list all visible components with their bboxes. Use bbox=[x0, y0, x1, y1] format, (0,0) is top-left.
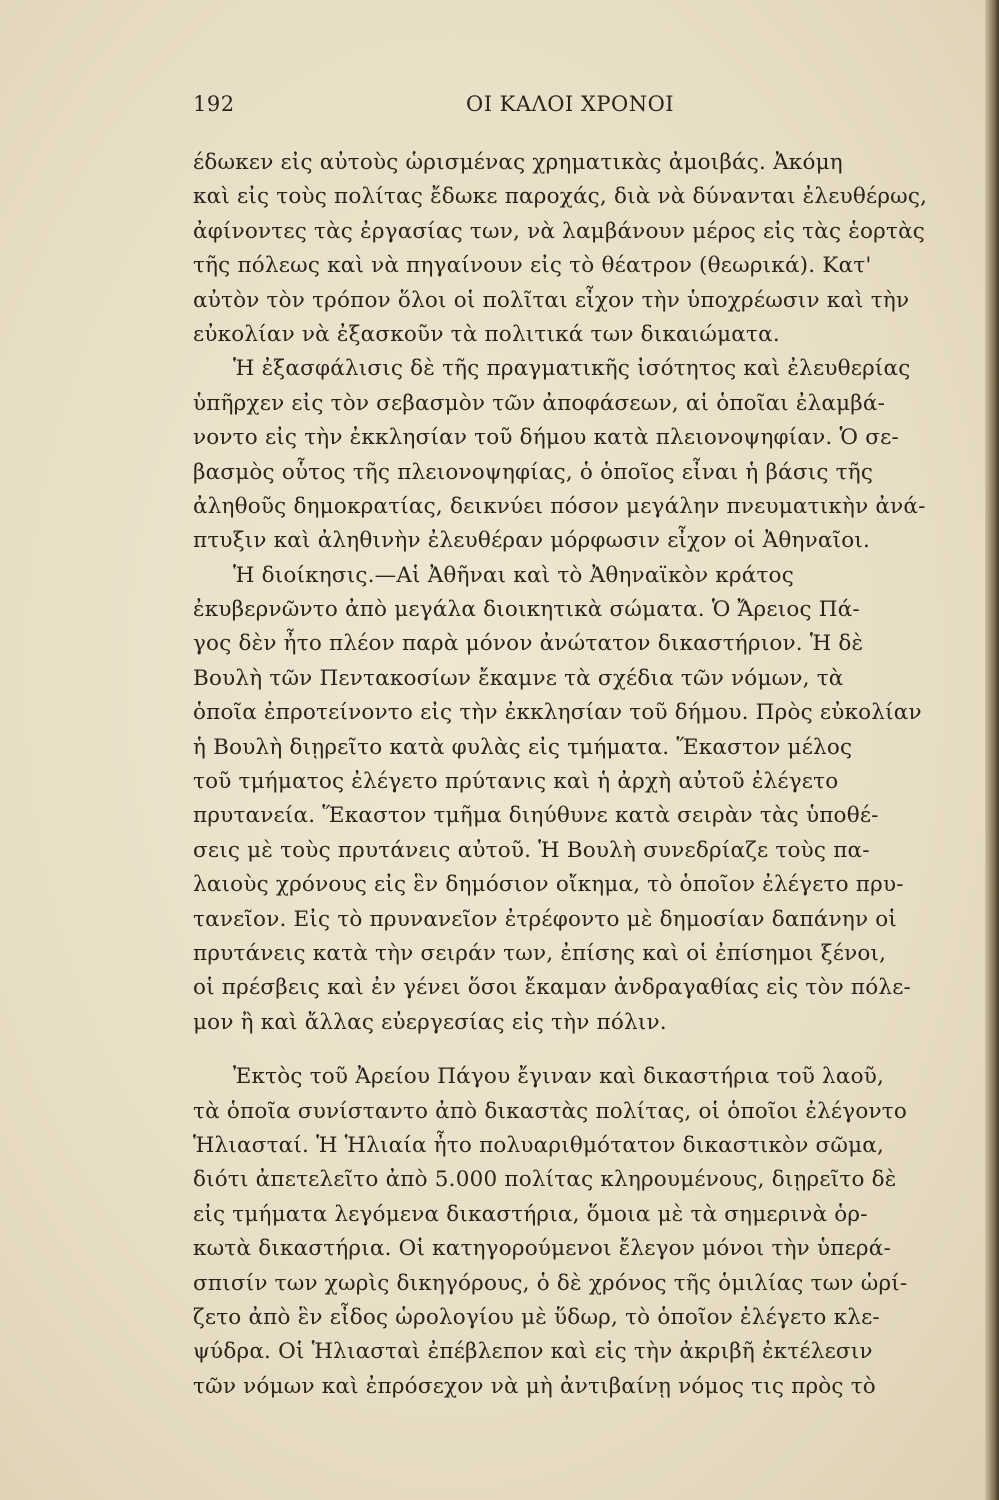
text-line: πρυτάνεις κατὰ τὴν σειράν των, ἐπίσης καὶ οἱ ἐπίσημοι ξένοι, bbox=[193, 940, 887, 966]
text-line: Βουλὴ τῶν Πεντακοσίων ἔκαμνε τὰ σχέδια τῶν νόμων, τὰ bbox=[193, 665, 844, 691]
text-line: κωτὰ δικαστήρια. Οἱ κατηγορούμενοι ἔλεγον μόνοι τὴν ὑπερά- bbox=[193, 1236, 891, 1262]
text-line: μον ἢ καὶ ἄλλας εὐεργεσίας εἰς τὴν πόλιν. bbox=[193, 1009, 667, 1035]
paragraph-gap bbox=[193, 1040, 951, 1060]
paragraph bbox=[193, 559, 951, 1040]
text-line: τὰ ὁποῖα συνίσταντο ἀπὸ δικαστὰς πολίτας, οἱ ὁποῖοι ἐλέγοντο bbox=[193, 1098, 907, 1124]
text-line: γος δὲν ἦτο πλέον παρὰ μόνον ἀνώτατον δικαστήριον. Ἡ δὲ bbox=[193, 631, 864, 657]
body-text bbox=[193, 146, 951, 1404]
text-line: έδωκεν εἰς αὐτοὺς ὡρισμένας χρηματικὰς ἀμοιβάς. Ἀκόμη bbox=[193, 150, 843, 175]
text-line: ὑπῆρχεν εἰς τὸν σεβασμὸν τῶν ἀποφάσεων, αἱ ὁποῖαι ἐλαμβά- bbox=[193, 390, 886, 416]
text-line: ἡ Βουλὴ διῃρεῖτο κατὰ φυλὰς εἰς τμήματα. Ἕκαστον μέλος bbox=[193, 734, 853, 760]
text-line: σπισίν των χωρὶς δικηγόρους, ὁ δὲ χρόνος τῆς ὁμιλίας των ὡρί- bbox=[193, 1270, 908, 1296]
text-line: Ἡ διοίκησις.—Αἱ Ἀθῆναι καὶ τὸ Ἀθηναϊκὸν κράτος bbox=[233, 562, 794, 588]
page-number: 192 bbox=[193, 92, 235, 116]
page-header bbox=[193, 92, 951, 122]
text-line: ὁποῖα ἐπροτείνοντο εἰς τὴν ἐκκλησίαν τοῦ δήμου. Πρὸς εὐκολίαν bbox=[193, 700, 922, 726]
paragraph bbox=[193, 146, 951, 352]
text-line: τῶν νόμων καὶ ἐπρόσεχον νὰ μὴ ἀντιβαίνῃ νόμος τις πρὸς τὸ bbox=[193, 1373, 876, 1399]
text-line: Ἡ ἐξασφάλισις δὲ τῆς πραγματικῆς ἰσότητος καὶ ἐλευθερίας bbox=[233, 356, 911, 382]
text-line: οἱ πρέσβεις καὶ ἐν γένει ὅσοι ἔκαμαν ἀνδραγαθίας εἰς τὸν πόλε- bbox=[193, 975, 912, 1001]
text-line: τοῦ τμήματος ἐλέγετο πρύτανις καὶ ἡ ἀρχὴ αὐτοῦ ἐλέγετο bbox=[193, 769, 839, 795]
text-line: ψύδρα. Οἱ Ἡλιασταὶ ἐπέβλεπον καὶ εἰς τὴν ἀκριβῆ ἐκτέλεσιν bbox=[193, 1339, 873, 1365]
text-line: λαιοὺς χρόνους εἰς ἓν δημόσιον οἴκημα, τὸ ὁποῖον ἐλέγετο πρυ- bbox=[193, 872, 904, 898]
text-line: Ἐκτὸς τοῦ Ἀρείου Πάγου ἔγιναν καὶ δικαστήρια τοῦ λαοῦ, bbox=[233, 1064, 885, 1090]
text-line: διότι ἀπετελεῖτο ἀπὸ 5.000 πολίτας κληρουμένους, διῃρεῖτο δὲ bbox=[193, 1167, 897, 1193]
text-line: ζετο ἀπὸ ἓν εἶδος ὡρολογίου μὲ ὕδωρ, τὸ ὁποῖον ἐλέγετο κλε- bbox=[193, 1304, 880, 1330]
book-spine-shadow bbox=[985, 0, 999, 1500]
text-line: Ἡλιασταί. Ἡ Ἡλιαία ἦτο πολυαριθμότατον δικαστικὸν σῶμα, bbox=[193, 1132, 885, 1158]
text-line: εἰς τμήματα λεγόμενα δικαστήρια, ὅμοια μὲ τὰ σημερινὰ ὁρ- bbox=[193, 1201, 868, 1227]
text-line: βασμὸς οὗτος τῆς πλειονοψηφίας, ὁ ὁποῖος εἶναι ἡ βάσις τῆς bbox=[193, 459, 874, 485]
text-line: νοντο εἰς τὴν ἐκκλησίαν τοῦ δήμου κατὰ πλειονοψηφίαν. Ὁ σε- bbox=[193, 425, 899, 451]
running-title: ΟΙ ΚΑΛΟΙ ΧΡΟΝΟΙ bbox=[466, 92, 675, 116]
paragraph bbox=[193, 352, 951, 558]
text-line: ἐκυβερνῶντο ἀπὸ μεγάλα διοικητικὰ σώματα. Ὁ Ἄρειος Πά- bbox=[193, 597, 860, 623]
text-line: ἀληθοῦς δημοκρατίας, δεικνύει πόσον μεγάλην πνευματικὴν ἀνά- bbox=[193, 493, 926, 519]
text-line: σεις μὲ τοὺς πρυτάνεις αὐτοῦ. Ἡ Βουλὴ συνεδρίαζε τοὺς πα- bbox=[193, 837, 870, 863]
text-line: τανεῖον. Εἰς τὸ πρυνανεῖον ἐτρέφοντο μὲ δημοσίαν δαπάνην οἱ bbox=[193, 906, 898, 932]
text-line: αὐτὸν τὸν τρόπον ὅλοι οἱ πολῖται εἶχον τὴν ὑποχρέωσιν καὶ τὴν bbox=[193, 287, 910, 313]
text-line: πτυξιν καὶ ἀληθινὴν ἐλευθέραν μόρφωσιν εἶχον οἱ Ἀθηναῖοι. bbox=[193, 528, 871, 554]
text-line: ἀφίνοντες τὰς ἐργασίας των, νὰ λαμβάνουν μέρος εἰς τὰς ἑορτὰς bbox=[193, 218, 926, 244]
text-line: τῆς πόλεως καὶ νὰ πηγαίνουν εἰς τὸ θέατρον (θεωρικά). Κατ' bbox=[193, 253, 872, 279]
paragraph bbox=[193, 1060, 951, 1404]
text-line: πρυτανεία. Ἕκαστον τμῆμα διηύθυνε κατὰ σειρὰν τὰς ὑποθέ- bbox=[193, 803, 879, 829]
text-line: καὶ εἰς τοὺς πολίτας ἔδωκε παροχάς, διὰ νὰ δύνανται ἐλευθέρως, bbox=[193, 184, 928, 210]
text-line: εὐκολίαν νὰ ἐξασκοῦν τὰ πολιτικά των δικαιώματα. bbox=[193, 321, 780, 347]
